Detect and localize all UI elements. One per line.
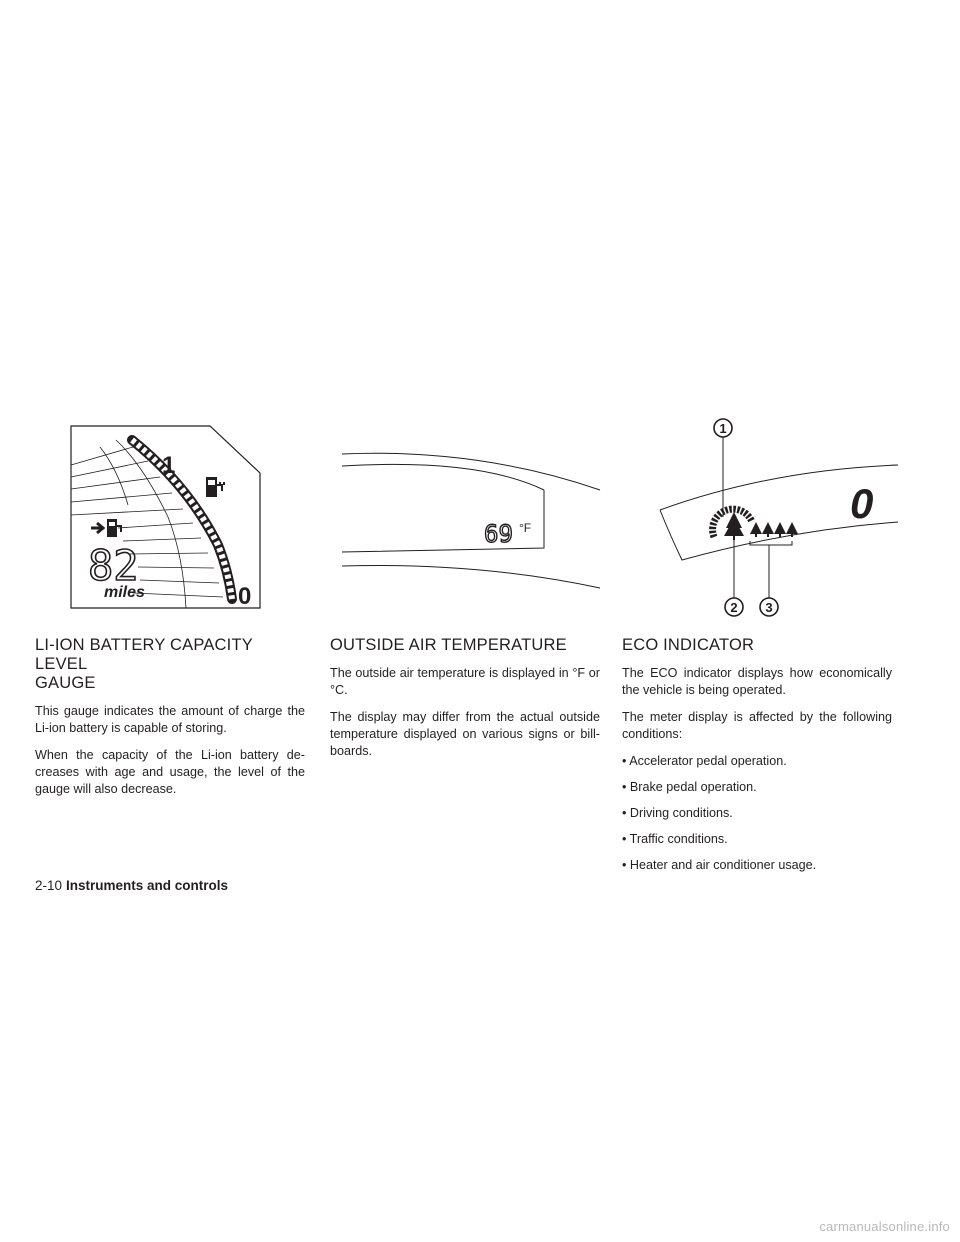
battery-heading-line2: GAUGE	[35, 674, 96, 692]
gauge-scale-bottom: 0	[238, 583, 252, 610]
temperature-heading: OUTSIDE AIR TEMPERATURE	[330, 636, 567, 654]
meter-outline	[342, 453, 600, 588]
battery-paragraph-2: When the capacity of the Li-ion battery de-creases with age and usage, the level of the gauge will also decrease.	[35, 748, 305, 796]
eco-bullet: • Traffic conditions.	[622, 832, 728, 846]
tree-icon-large	[724, 512, 744, 540]
eco-paragraph-2: The meter display is affected by the following conditions:	[622, 710, 892, 741]
section-title: Instruments and controls	[66, 878, 229, 893]
temperature-value: 69	[484, 520, 513, 548]
eco-paragraph-1: The ECO indicator displays how economically the vehicle is being operated.	[622, 666, 892, 697]
eco-heading: ECO INDICATOR	[622, 636, 755, 654]
eco-bullet: • Driving conditions.	[622, 806, 733, 820]
callout-1	[714, 419, 732, 437]
temperature-section	[330, 636, 600, 770]
battery-heading-line1: LI-ION BATTERY CAPACITY LEVEL	[35, 636, 253, 673]
outside-temperature-figure	[338, 440, 606, 590]
gauge-scale-top: 1	[162, 452, 176, 479]
eco-bullet: • Accelerator pedal operation.	[622, 754, 787, 768]
page-footer	[35, 878, 228, 893]
tree-icon	[762, 522, 774, 537]
callout-3	[760, 598, 778, 616]
eco-bullet: • Brake pedal operation.	[622, 780, 757, 794]
range-value: 82	[88, 541, 139, 590]
gauge-bar-outline	[132, 440, 232, 599]
svg-text:2: 2	[730, 600, 738, 615]
range-unit: miles	[104, 584, 145, 601]
page-number: 2-10	[35, 878, 63, 893]
temperature-paragraph-2: The display may differ from the actual outside temperature displayed on various signs or bill-boards.	[330, 710, 600, 758]
watermark: carmanualsonline.info	[819, 1219, 950, 1234]
temperature-unit: °F	[519, 521, 532, 535]
svg-text:1: 1	[719, 421, 727, 436]
svg-text:3: 3	[765, 600, 773, 615]
battery-capacity-gauge-figure	[68, 425, 263, 610]
charge-station-icon	[206, 477, 224, 497]
range-charge-icon	[91, 519, 121, 537]
battery-paragraph-1: This gauge indicates the amount of charge the Li-ion battery is capable of storing.	[35, 704, 305, 735]
callout-2	[725, 598, 743, 616]
tree-icon	[774, 522, 786, 537]
temperature-paragraph-1: The outside air temperature is displayed in °F or °C.	[330, 666, 600, 697]
battery-heading	[35, 636, 305, 693]
speed-value: 0	[850, 480, 874, 527]
gauge-bar-segments	[132, 440, 232, 599]
eco-section	[622, 636, 892, 883]
eco-bullet: • Heater and air conditioner usage.	[622, 858, 817, 872]
tree-icon	[750, 522, 762, 537]
eco-indicator-figure	[650, 410, 900, 620]
battery-section	[35, 636, 305, 808]
